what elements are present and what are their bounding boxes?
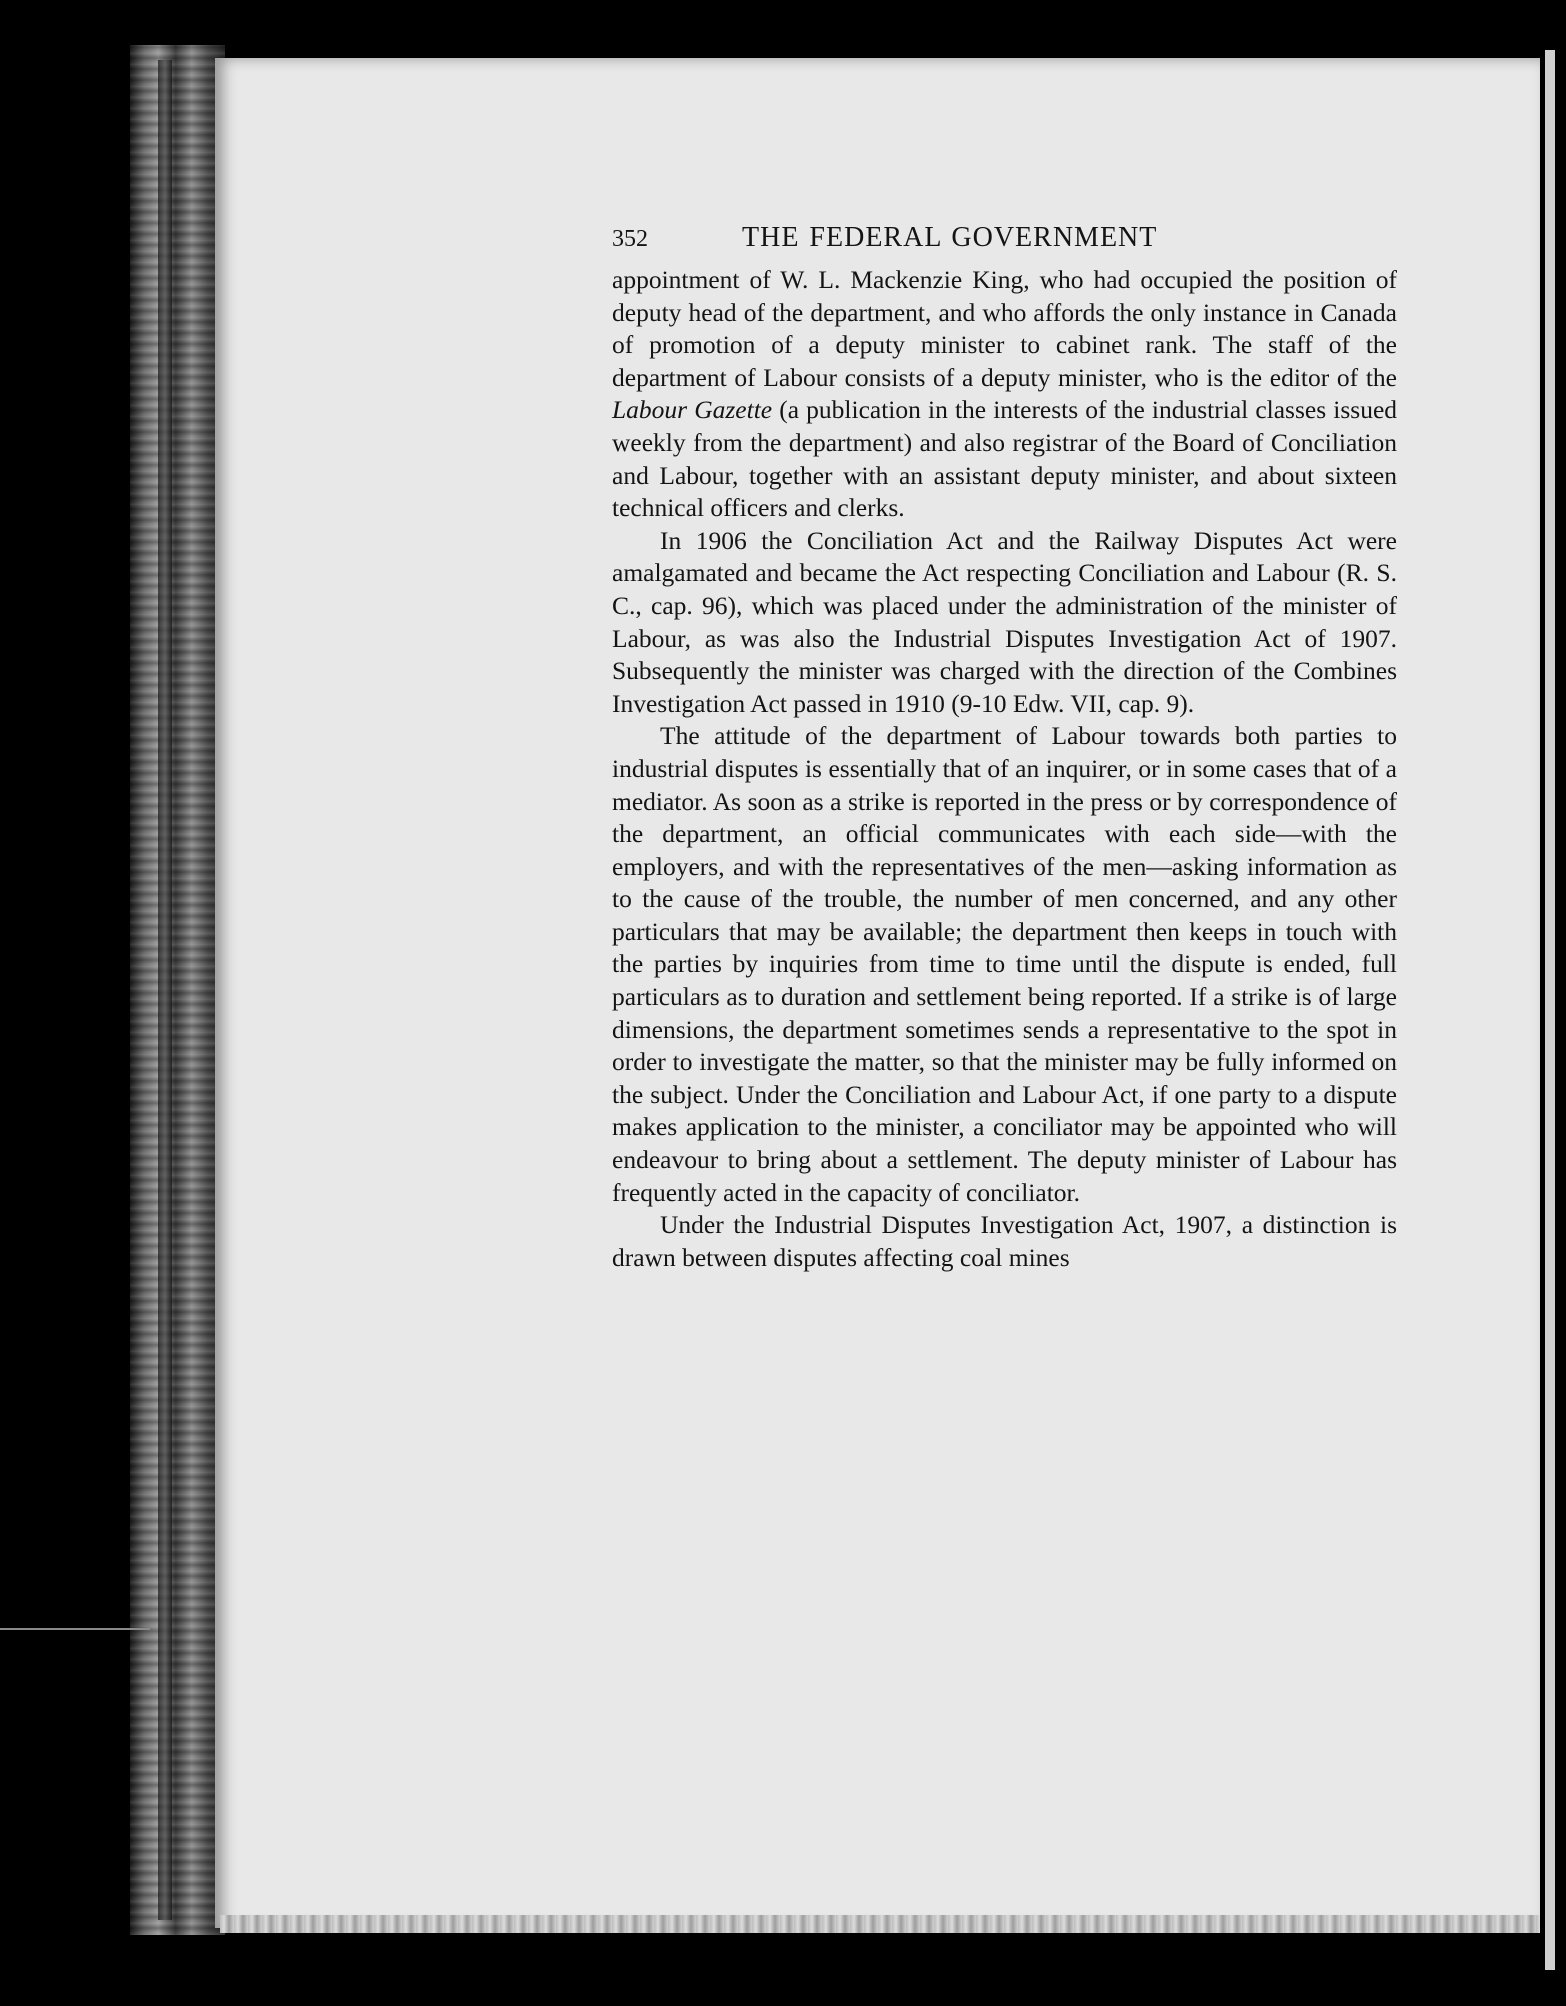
paragraph-3: The attitude of the department of Labour towards both parties to industrial disputes is essentially that of an inquirer, or in some cases that of a mediator. As soon as a strike is reported in the press or by correspondence of the department, an official communicates with each side—with the employers, and with the representatives of the men—asking information as to the cause of the trouble, the number of men concerned, and any other particulars that may be available; the department then keeps in touch with the parties by inquiries from time to time until the dispute is ended, full particulars as to duration and settlement being reported. If a strike is of large dimensions, the department sometimes sends a representative to the spot in order to investigate the matter, so that the minister may be fully informed on the subject. Under the Conciliation and Labour Act, if one party to a dispute makes application to the minister, a conciliator may be appointed who will endeavour to bring about a settlement. The deputy minister of Labour has frequently acted in the capacity of conciliator. [612,721,1397,1207]
page-text [612,222,1397,1274]
paragraph-1 [612,264,1397,525]
running-head-title: THE FEDERAL GOVERNMENT [742,222,1158,253]
paragraph-1-text-end: (a publication in the interests of the industrial classes issued weekly from the department) and also registrar of the Board of Conciliation and Labour, together with an assistant deputy minister, and about sixteen technical officers and clerks. [612,395,1398,523]
paragraph-1-italic: Labour Gazette [612,395,773,425]
scan-artifact-line [0,1628,150,1630]
page-right-edge [1545,50,1555,1970]
binding-shadow [158,60,172,1920]
paragraph-2: In 1906 the Conciliation Act and the Railway Disputes Act were amalgamated and became the Act respecting Conciliation and Labour (R. S. C., cap. 96), which was placed under the administration of the minister of Labour, as was also the Industrial Disputes Investigation Act of 1907. Subsequently the minister was charged with the direction of the Combines Investigation Act passed in 1910 (9-10 Edw. VII, cap. 9). [612,525,1397,718]
running-head [612,222,1397,264]
paragraph-1-text: appointment of W. L. Mackenzie King, who had occupied the position of deputy head of the department, and who affords the only instance in Canada of promotion of a deputy minister to cabinet rank. The staff of the department of Labour consists of a deputy minister, who is the editor of the [612,265,1397,392]
page-bottom-edge [220,1915,1540,1933]
paragraph-4: Under the Industrial Disputes Investigation Act, 1907, a distinction is drawn between disputes affecting coal mines [612,1210,1397,1272]
book-binding [130,45,225,1935]
page-number: 352 [612,226,648,252]
